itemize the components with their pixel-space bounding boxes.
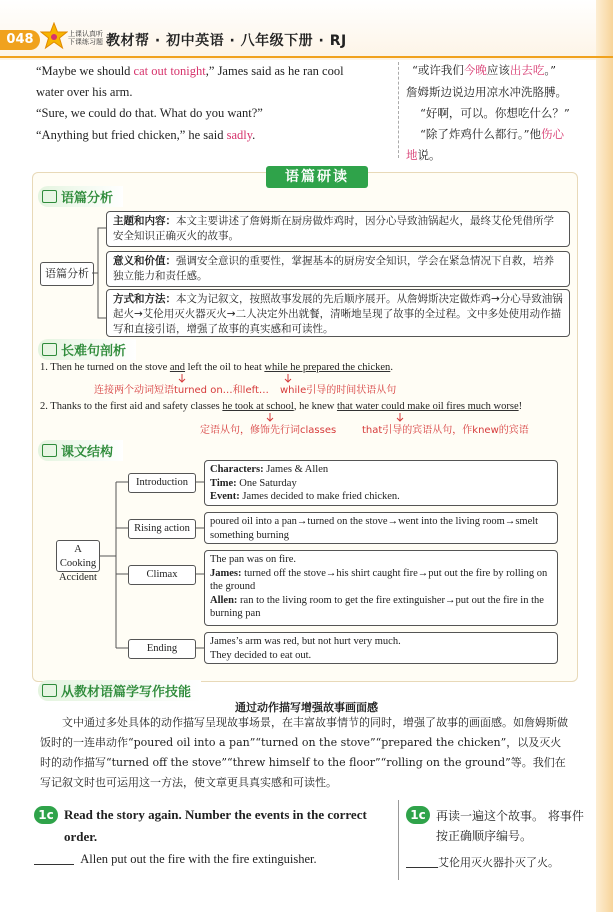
analysis-method-text: 本文为记叙文，按照故事发展的先后顺序展开。从詹姆斯决定做炸鸡→分心导致油锅起火→艾伦用灭火器灭火→二人决定外出就餐，清晰地呈现了故事的全过程。文中多处使用动作描写和直接引语，增强了故事的真实感和可读性。 [113, 293, 563, 335]
structure-root: A Cooking Accident [56, 540, 100, 572]
story-text: . [252, 128, 256, 142]
analysis-meaning-title: 意义和价值： [113, 255, 176, 267]
skill-heading-text: 从教材语篇学写作技能 [61, 685, 192, 700]
climax-james-text: turned off the stove→his shirt caught fire→put out the fire by rolling on the ground [210, 567, 548, 592]
story-highlight: 地 [406, 148, 418, 162]
story-text: “Anything but fried chicken,” he said [36, 128, 227, 142]
climax-james [210, 567, 552, 594]
sentence-underlined: that water could make oil fires much worse [336, 401, 519, 412]
intro-event-label: Event: [210, 491, 240, 502]
story-text: 应该 [486, 63, 510, 77]
analysis-method-title: 方式和方法： [113, 293, 176, 305]
document-icon [42, 343, 57, 356]
section-banner: 语篇研读 [266, 166, 368, 188]
sentence-text: 1. Then he turned on the stove [40, 362, 170, 373]
analysis-meaning-text: 强调安全意识的重要性，掌握基本的厨房安全知识，学会在紧急情况下自救，培养独立能力和责任感。 [113, 255, 554, 282]
sentence-text: 2. Thanks to the first aid and safety classes [40, 401, 223, 412]
sentence-text: left the oil to heat [185, 362, 265, 373]
analysis-theme-box [106, 211, 570, 247]
logo-caption-line1: 上课认真听 [68, 30, 103, 38]
analysis-heading-text: 语篇分析 [61, 191, 114, 206]
story-text: 。” [544, 63, 557, 77]
intro-time [210, 477, 552, 491]
analysis-theme-title: 主题和内容： [113, 215, 176, 227]
ending-line: They decided to eat out. [210, 649, 312, 661]
logo-caption-line2: 下课练习题 [68, 38, 103, 46]
climax-allen-text: ran to the living room to get the fire extinguisher→put out the fire in the burning pan [210, 594, 544, 619]
exercise-instruction-zh: 再读一遍这个故事。 将事件按正确顺序编号。 [436, 809, 584, 843]
sentence-text: . [390, 362, 393, 373]
structure-node-rising-action: Rising action [128, 519, 196, 539]
structure-detail-introduction [204, 460, 558, 506]
analysis-icon [42, 190, 57, 203]
story-text: “Maybe we should [36, 64, 134, 78]
sentence-underlined: and [169, 362, 186, 373]
exercise-item-zh-text: 艾伦用灭火器扑灭了火。 [438, 856, 559, 869]
book-title: 教材帮 · 初中英语 · 八年级下册 · RJ [106, 33, 347, 49]
story-text: “或许我们 [412, 63, 464, 77]
climax-allen [210, 594, 552, 621]
sentence-2-note-1: 定语从句，修饰先行词classes [200, 425, 337, 436]
page-edge-strip [596, 0, 613, 912]
analysis-method-box [106, 289, 570, 337]
ending-line: James’s arm was red, but not hurt very much. [210, 636, 401, 647]
answer-blank[interactable] [34, 852, 74, 865]
intro-characters-value: James & Allen [263, 464, 329, 475]
climax-allen-label: Allen: [210, 594, 238, 606]
sentence-2 [40, 401, 522, 412]
sentence-1 [40, 362, 393, 373]
analysis-label: 语篇分析 [40, 262, 94, 286]
exercise-badge: 1c [34, 806, 58, 824]
analysis-meaning-box [106, 251, 570, 287]
header-divider [0, 56, 613, 58]
structure-heading [38, 440, 123, 461]
exercise-item-en [34, 852, 317, 867]
answer-blank[interactable] [406, 855, 438, 868]
sentence-2-note-2: that引导的宾语从句，作knew的宾语 [362, 425, 529, 436]
story-column-divider [398, 62, 399, 158]
story-text: “除了炸鸡什么都行。”他 [420, 127, 542, 141]
structure-heading-text: 课文结构 [61, 445, 114, 460]
exercise-instruction-en: Read the story again. Number the events in the correct order. [64, 807, 367, 844]
analysis-heading [38, 186, 123, 207]
sentence-1-note-1: 连接两个动词短语turned on…和left… [94, 385, 269, 396]
sentences-heading-text: 长难句剖析 [61, 344, 127, 359]
structure-detail-ending [204, 632, 558, 664]
structure-detail-climax [204, 550, 558, 626]
logo-caption [68, 30, 103, 46]
structure-icon [42, 444, 57, 457]
star-logo-icon [40, 22, 68, 50]
story-zh-line4 [420, 126, 564, 142]
story-en-line1 [36, 62, 344, 81]
sentence-1-note-2: while引导的时间状语从句 [280, 385, 397, 396]
exercise-column-divider [398, 800, 399, 880]
structure-detail-rising-action: poured oil into a pan→turned on the stove→went into the living room→smelt something burning [204, 512, 558, 544]
page-number: 048 [0, 30, 40, 50]
intro-event-value: James decided to make fried chicken. [239, 491, 400, 502]
structure-node-introduction: Introduction [128, 473, 196, 493]
exercise-item-zh [406, 854, 559, 870]
sentence-text: ! [518, 401, 523, 412]
story-zh-line2: 詹姆斯边说边用凉水冲洗胳膊。 [406, 85, 567, 99]
intro-characters-label: Characters: [210, 464, 264, 475]
story-en-line3: “Sure, we could do that. What do you want?” [36, 106, 263, 120]
story-highlight: 伤心 [541, 127, 565, 141]
skill-subtitle: 通过动作描写增强故事画面感 [235, 701, 378, 714]
sentence-underlined: he took at school [222, 401, 294, 412]
sentences-heading [38, 339, 136, 360]
structure-node-ending: Ending [128, 639, 196, 659]
skill-paragraph: 文中通过多处具体的动作描写呈现故事场景，在丰富故事情节的同时，增强了故事的画面感。如詹姆斯做饭时的一连串动作“poured oil into a pan”“turned on the stove”“prepared the chicken”，以及灭火时的动作描写“turned off the stove”“threw himself to the floor”“rolling on the ground”等。我们在写记叙文时也可运用这一方法，使文章更具真实感和可读性。 [40, 716, 568, 789]
story-highlight: 出去吃 [509, 63, 545, 77]
story-en-line4 [36, 126, 255, 145]
story-highlight: sadly [226, 128, 253, 142]
story-text: 说。 [417, 148, 441, 162]
exercise-badge-zh: 1c [406, 806, 430, 824]
analysis-theme-text: 本文主要讲述了詹姆斯在厨房做炸鸡时，因分心导致油锅起火，最终艾伦凭借所学安全知识正确灭火的故事。 [113, 215, 554, 242]
skill-heading [38, 680, 201, 701]
intro-event [210, 490, 552, 504]
story-en-line2: water over his arm. [36, 85, 133, 99]
exercise-item-text: Allen put out the fire with the fire extinguisher. [80, 852, 317, 866]
climax-line: The pan was on fire. [210, 554, 297, 565]
story-zh-line3: “好啊，可以。你想吃什么？” [420, 106, 570, 120]
intro-time-label: Time: [210, 477, 237, 489]
intro-characters [210, 463, 552, 477]
story-zh-line5 [406, 147, 441, 163]
sentence-underlined: while he prepared the chicken [264, 362, 391, 373]
story-highlight: cat out tonight [133, 64, 206, 78]
structure-node-climax: Climax [128, 565, 196, 585]
sentence-text: , he knew [293, 401, 337, 412]
pencil-icon [42, 684, 57, 697]
story-highlight: 今晚 [463, 63, 487, 77]
intro-time-value: One Saturday [236, 477, 297, 489]
climax-james-label: James: [210, 567, 242, 579]
story-zh-line1 [412, 62, 556, 78]
story-text: ,” James said as he ran cool [205, 64, 344, 78]
